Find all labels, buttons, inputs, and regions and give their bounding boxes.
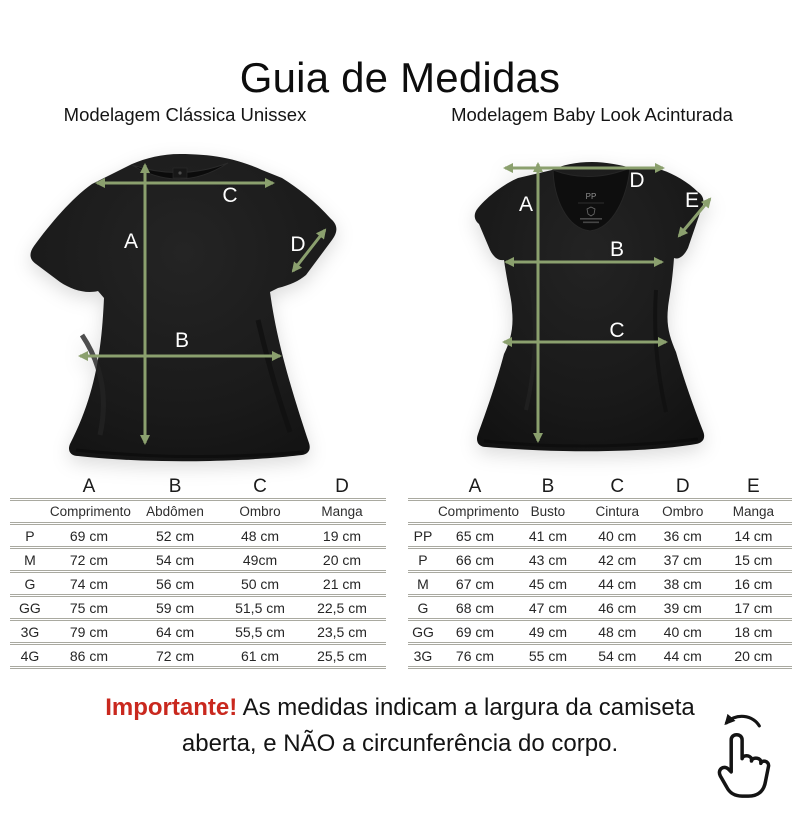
- measure-label-e: E: [684, 189, 700, 212]
- table-cell: 72 cm: [155, 647, 195, 664]
- table-cell: 14 cm: [734, 527, 773, 544]
- table-cell: P: [25, 527, 35, 544]
- table-cell: 3G: [413, 647, 433, 664]
- table-row: [408, 524, 792, 548]
- table-cell: Manga: [732, 504, 775, 519]
- table-cell: G: [24, 575, 36, 592]
- neck-tag-text-line: [580, 218, 602, 220]
- measure-label-a: A: [123, 230, 139, 253]
- table-cell: 55 cm: [528, 647, 567, 664]
- babylook-size-table: [408, 476, 792, 669]
- table-cell: Comprimento: [437, 504, 519, 519]
- important-label: Importante!: [105, 694, 238, 721]
- table-row: [408, 548, 792, 572]
- important-text-line2: aberta, e NÃO a circunferência do corpo.: [181, 730, 619, 757]
- table-cell: 59 cm: [155, 599, 195, 616]
- table-cell: C: [253, 476, 267, 497]
- table-row: [10, 524, 386, 548]
- table-cell: [408, 500, 438, 524]
- important-text-line1: As medidas indicam a largura da camiseta: [242, 694, 695, 721]
- table-cell: 79 cm: [69, 623, 108, 640]
- table-cell: 49cm: [242, 551, 278, 568]
- table-cell: 52 cm: [155, 527, 195, 544]
- measure-label-d: D: [290, 233, 306, 256]
- swipe-left-hand-icon-svg: [700, 698, 778, 810]
- neck-tag-text-line: [583, 222, 599, 224]
- table-cell: 23,5 cm: [317, 623, 367, 640]
- table-cell: Manga: [321, 504, 363, 519]
- table-cell: 38 cm: [663, 575, 702, 592]
- table-cell: 36 cm: [663, 527, 702, 544]
- measure-label-d: D: [629, 169, 645, 192]
- table-cell: D: [335, 476, 349, 497]
- table-cell: 55,5 cm: [235, 623, 285, 640]
- table-cell: 64 cm: [155, 623, 195, 640]
- measure-label-c: C: [609, 319, 625, 342]
- table-cell: M: [24, 551, 36, 568]
- babylook-shirt-image: [420, 140, 780, 470]
- table-cell: 48 cm: [240, 527, 280, 544]
- table-cell: 3G: [20, 623, 40, 640]
- neck-tag-size: PP: [585, 192, 597, 201]
- letters-row: [10, 476, 386, 500]
- classic-shirt-figure: [10, 140, 370, 470]
- table-cell: P: [418, 551, 428, 568]
- table-cell: 17 cm: [734, 599, 773, 616]
- table-cell: PP: [413, 527, 433, 544]
- table-cell: Abdômen: [146, 504, 204, 519]
- swipe-arrow: [727, 716, 760, 726]
- table-cell: 50 cm: [240, 575, 280, 592]
- table-cell: 68 cm: [455, 599, 495, 616]
- table-cell: 69 cm: [455, 623, 495, 640]
- table-cell: 44 cm: [663, 647, 702, 664]
- table-cell: 61 cm: [240, 647, 280, 664]
- babylook-subtitle: Modelagem Baby Look Acinturada: [451, 104, 733, 125]
- table-cell: 74 cm: [69, 575, 108, 592]
- table-cell: 41 cm: [528, 527, 567, 544]
- important-note: [60, 690, 740, 762]
- table-cell: M: [417, 575, 429, 592]
- table-cell: G: [417, 599, 429, 616]
- table-cell: 56 cm: [155, 575, 195, 592]
- table-cell: 15 cm: [734, 551, 773, 568]
- table-cell: 43 cm: [528, 551, 567, 568]
- table-cell: Ombro: [662, 504, 704, 519]
- neck-tag-logo: [178, 171, 181, 174]
- table-row: [10, 644, 386, 668]
- table-cell: 67 cm: [455, 575, 495, 592]
- table-cell: 40 cm: [663, 623, 702, 640]
- table-cell: Cintura: [595, 504, 640, 519]
- table-cell: B: [168, 476, 182, 497]
- table-row: [408, 596, 792, 620]
- table-row: [408, 644, 792, 668]
- table-cell: D: [675, 476, 690, 497]
- measure-label-c: C: [222, 184, 238, 207]
- table-cell: 40 cm: [598, 527, 637, 544]
- table-cell: 75 cm: [69, 599, 108, 616]
- hand-shape: [719, 735, 768, 796]
- table-cell: 45 cm: [528, 575, 567, 592]
- table-cell: [10, 500, 50, 524]
- table-cell: 72 cm: [69, 551, 108, 568]
- table-cell: 20 cm: [322, 551, 362, 568]
- table-cell: 22,5 cm: [317, 599, 367, 616]
- measure-label-b: B: [609, 238, 625, 261]
- table-cell: [10, 476, 50, 500]
- table-cell: 47 cm: [528, 599, 567, 616]
- table-cell: B: [541, 476, 555, 497]
- page-title: Guia de Medidas: [239, 54, 561, 102]
- table-cell: 4G: [20, 647, 40, 664]
- table-row: [10, 596, 386, 620]
- table-cell: A: [82, 476, 96, 497]
- classic-shirt-body: [30, 154, 336, 461]
- table-cell: 69 cm: [69, 527, 108, 544]
- table-cell: 42 cm: [598, 551, 637, 568]
- labels-row: [408, 500, 792, 524]
- table-cell: 54 cm: [598, 647, 637, 664]
- table-cell: Ombro: [239, 504, 281, 519]
- table-cell: Busto: [530, 504, 566, 519]
- table-cell: 20 cm: [734, 647, 773, 664]
- table-cell: 37 cm: [663, 551, 702, 568]
- table-row: [10, 548, 386, 572]
- table-cell: 76 cm: [455, 647, 495, 664]
- classic-shirt-image: [10, 140, 370, 470]
- table-row: [10, 620, 386, 644]
- letters-row: [408, 476, 792, 500]
- table-cell: C: [610, 476, 625, 497]
- table-cell: 54 cm: [155, 551, 195, 568]
- table-cell: 44 cm: [598, 575, 637, 592]
- classic-subtitle: Modelagem Clássica Unissex: [63, 104, 307, 125]
- table-cell: A: [468, 476, 482, 497]
- table-cell: 39 cm: [663, 599, 702, 616]
- table-cell: 21 cm: [322, 575, 362, 592]
- table-cell: 16 cm: [734, 575, 773, 592]
- swipe-left-hand-icon: [700, 698, 778, 810]
- table-row: [10, 572, 386, 596]
- table-cell: 65 cm: [455, 527, 495, 544]
- measure-label-b: B: [174, 329, 190, 352]
- table-cell: 19 cm: [322, 527, 362, 544]
- table-cell: 48 cm: [598, 623, 637, 640]
- table-cell: GG: [19, 599, 41, 616]
- babylook-shirt-figure: [420, 140, 780, 470]
- table-cell: 25,5 cm: [317, 647, 367, 664]
- measure-label-a: A: [518, 193, 534, 216]
- table-cell: Comprimento: [49, 504, 131, 519]
- table-cell: 49 cm: [528, 623, 567, 640]
- classic-size-table: [10, 476, 386, 669]
- table-cell: E: [747, 476, 760, 497]
- table-cell: 18 cm: [734, 623, 773, 640]
- table-cell: 86 cm: [69, 647, 108, 664]
- table-cell: 46 cm: [598, 599, 637, 616]
- table-row: [408, 620, 792, 644]
- table-cell: 51,5 cm: [235, 599, 285, 616]
- table-cell: [408, 476, 438, 500]
- table-cell: GG: [412, 623, 434, 640]
- table-row: [408, 572, 792, 596]
- labels-row: [10, 500, 386, 524]
- table-cell: 66 cm: [455, 551, 495, 568]
